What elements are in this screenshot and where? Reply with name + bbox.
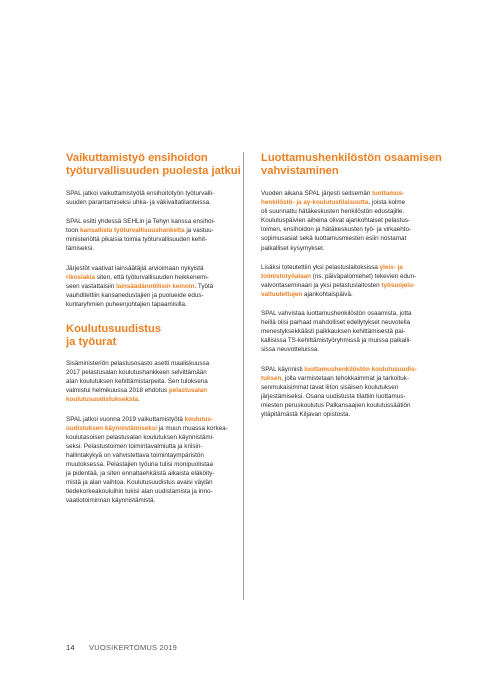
text-line: paikalliset kysymykset.: [261, 244, 325, 252]
text-line: Lisäksi toteutettiin yksi pelastuslaitoksissa yleis- ja: [261, 263, 403, 271]
text-line: hallintakykyä on vahvistettava toimintaympäristön: [66, 451, 204, 459]
highlighted-term: koulutus-: [184, 415, 214, 423]
text-line: Koulutuspäivien aiheina olivat ajankohtaiset pelastus-: [261, 217, 411, 225]
text-line: kuntaryhmien puheenjohtajien tapaamisilla.: [66, 300, 187, 308]
page-number: 14: [66, 643, 75, 652]
text-line: valtuutettujen ajankohtaispäivä.: [261, 290, 353, 298]
left-column: [66, 152, 247, 515]
right-column: [261, 152, 442, 429]
page-footer: [66, 643, 177, 652]
text-line: valmistui helmikuussa 2018 ehdotus pelastusalan: [66, 387, 208, 395]
paragraph: [66, 264, 247, 309]
text-line: sopimusasiat sekä luottamusmiesten esiin nostamat: [261, 235, 407, 243]
text-line: uudistuksen käynnistämiseksi ja muun muassa korkea-: [66, 424, 228, 432]
text-line: ylläpitämästä Kiljavan opistosta.: [261, 410, 351, 418]
text-line: vauhditettiin kansanedustajien ja puolueide edus-: [66, 291, 204, 299]
heading-koulutusuudistus: [66, 323, 247, 349]
text-line: heillä olisi parhaat mahdolliset edellytykset neuvotella: [261, 319, 411, 327]
heading-luottamushenkilosto: [261, 152, 442, 178]
highlighted-term: lainsäädännöllisin keinoin: [116, 282, 195, 290]
text-line: toimistotyöalaan (ns. päiväpalomiehet) tekevien edun-: [261, 272, 417, 280]
highlighted-term: uudistuksen käynnistämiseksi: [66, 424, 157, 432]
text-line: sissa neuvotteluissa.: [261, 346, 320, 354]
paragraph: [66, 189, 247, 207]
text-line: valvontaseminaari ja yksi pelastuslaitosten työsuojelu-: [261, 281, 415, 289]
highlighted-term: valtuutettujen: [261, 290, 303, 298]
text-line: tuksen, jolla varmistetaan tehokkaimmat ja tarkoituk-: [261, 374, 410, 382]
text-line: seksi. Pelastustoimen toimintavalmiutta ja kriisin-: [66, 442, 203, 450]
text-line: henkilöstö- ja ay-koulutustilaisuutta, joista kolme: [261, 199, 406, 207]
highlighted-term: kansallista työturvallisuushanketta: [80, 227, 185, 235]
text-line: koulutusuudistukseksta.: [66, 396, 140, 404]
text-line: järjestämiseksi. Osana uudistusta tilattiin luottamus-: [261, 392, 406, 400]
section-heading: Koulutusuudistus ja työurat: [66, 323, 162, 349]
paragraph: [261, 365, 442, 420]
highlighted-term: henkilöstö- ja ay-koulutustilaisuutta: [261, 199, 369, 207]
text-line: ja pidentää, ja siten ennaltaehkäistä aikaista eläköity-: [66, 470, 215, 478]
text-line: toimen, ensihoidon ja hätäkeskusten työ- ja virkaehto-: [261, 226, 412, 234]
text-line: toon kansallista työturvallisuushanketta ja vastuu-: [66, 227, 214, 235]
publication-title: VUOSIKERTOMUS 2019: [89, 643, 177, 652]
section-heading: Vaikuttamistyö ensihoidon työturvallisuuden puolesta jatkui: [66, 152, 241, 177]
text-line: tiedekorkeakouluihin tukisi alan uudistamista ja inno-: [66, 488, 213, 496]
highlighted-term: yleis- ja: [379, 263, 403, 271]
section-heading: Luottamushenkilöstön osaamisen vahvistaminen: [261, 152, 442, 177]
text-line: suuden parantamiseksi uhka- ja väkivaltatilanteissa.: [66, 199, 211, 207]
text-line: Sisäministeriön pelastusosasto asetti maaliskuussa: [66, 360, 210, 368]
text-line: oli suunnattu hätäkeskusten henkilöstön edustajille.: [261, 208, 405, 216]
text-line: mistä ja alan vaihtoa. Koulutusuudistus avaisi väylän: [66, 479, 213, 487]
text-line: SPAL jatkoi vuonna 2019 vaikuttamistyötä koulutus-: [66, 415, 214, 423]
highlighted-term: luottamus-: [372, 190, 405, 197]
paragraph: [261, 189, 442, 253]
text-line: vaatiotoiminnan käynnistämistä.: [66, 497, 156, 505]
column-divider: [243, 152, 244, 600]
text-line: SPAL esitti yhdessä SEHLin ja Tehyn kanssa ensihoi-: [66, 218, 215, 226]
highlighted-term: luottamushenkilöstön koulutusuudis-: [304, 365, 417, 373]
text-line: Järjestöt vaativat lainsäätäjiä arvioimaan nykyistä: [66, 264, 204, 272]
highlighted-term: toimistotyöalaan: [261, 272, 312, 280]
highlighted-term: rikoslakia: [66, 273, 96, 281]
text-line: Vuoden aikana SPAL järjesti seitsemän luottamus-: [261, 190, 405, 197]
text-line: alan koulutuksen kehittämistarpeita. Sen tuloksena: [66, 378, 208, 386]
paragraph: [261, 263, 442, 299]
text-line: SPAL jatkoi vaikuttamistyötä ensihoitotyön työturvalli-: [66, 190, 215, 197]
text-line: koulutasoisen pelastusalan koulutuksen käynnistämi-: [66, 433, 215, 441]
highlighted-term: pelastusalan: [168, 387, 208, 395]
highlighted-term: koulutusuudistukseksta: [66, 396, 139, 404]
paragraph: [261, 309, 442, 354]
text-line: tämiseksi.: [66, 245, 94, 253]
heading-vaikuttamistyo: [66, 152, 247, 178]
text-line: SPAL vahvistaa luottamushenkilöstön osaamista, jotta: [261, 310, 412, 318]
text-line: 2017 pelastusalan koulutushankkeen selvittämään: [66, 369, 207, 377]
highlighted-term: työsuojelu-: [381, 281, 415, 289]
highlighted-term: tuksen: [261, 374, 282, 382]
text-line: SPAL käynnisti luottamushenkilöstön koulutusuudis-: [261, 365, 417, 373]
paragraph: [66, 415, 247, 506]
text-line: menestyksekkäästi paikkauksen kehittämisestä pai-: [261, 328, 406, 336]
text-line: muutoksessa. Pelastajien työuria tulisi monipuolistaa: [66, 460, 214, 468]
text-line: senmukaisimmat tavat liiton sisäisen koulutuksen: [261, 383, 399, 391]
text-line: rikoslakia siten, että työturvallisuuden heikkenemi-: [66, 273, 209, 281]
text-line: kallisissa TS-kehittämistyöryhmissä ja muissa paikalli-: [261, 337, 412, 345]
paragraph: [66, 217, 247, 253]
text-line: seen vastattaisiin lainsäädännöllisin keinoin. Työtä: [66, 282, 214, 290]
text-line: ministeriöltä pikaisia toimia työturvallisuuden kehit-: [66, 236, 208, 244]
paragraph: [66, 359, 247, 404]
text-line: miesten peruskoulutus Palkansaajien koulutussäätiön: [261, 401, 411, 409]
